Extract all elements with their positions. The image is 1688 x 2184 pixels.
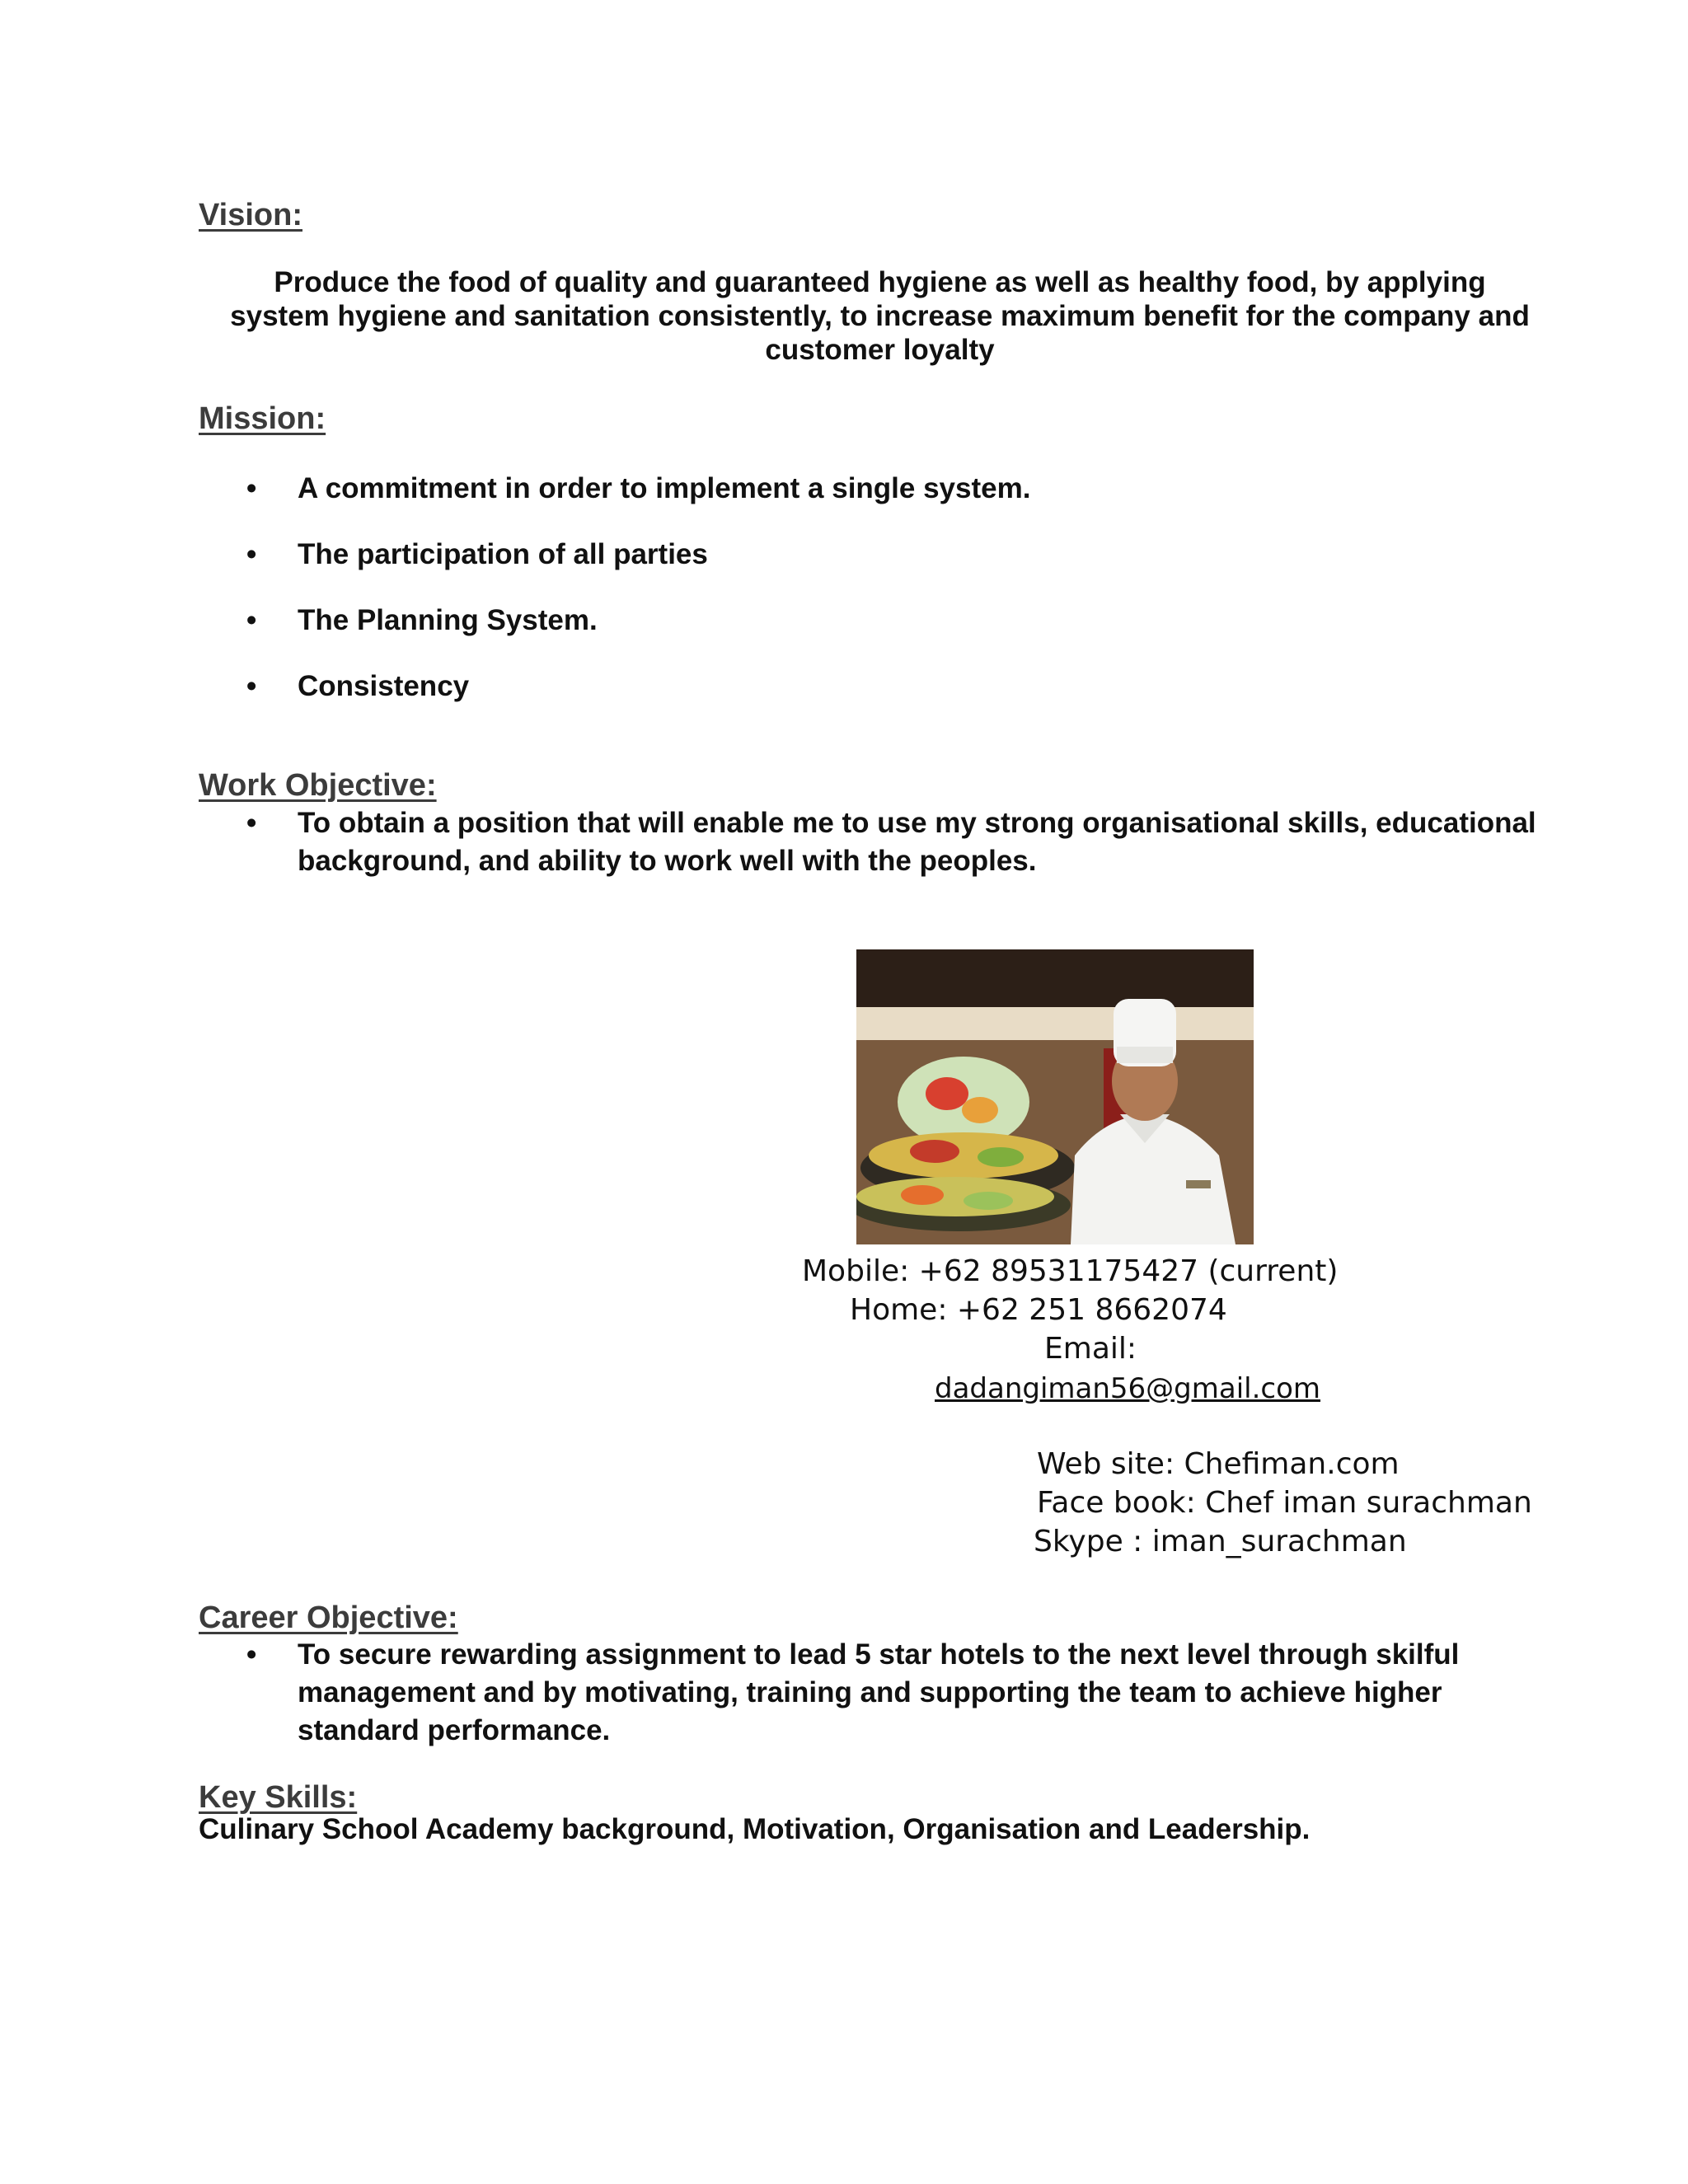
list-item xyxy=(199,603,1567,669)
mission-item-text: The Planning System. xyxy=(298,604,598,636)
mobile-text: Mobile: +62 89531175427 (current) xyxy=(802,1254,1339,1288)
bullet-icon: • xyxy=(246,538,257,570)
bullet-icon: • xyxy=(246,472,257,504)
email-label: Email: xyxy=(1044,1332,1137,1366)
vision-text: Produce the food of quality and guaranteed hygiene as well as healthy food, by applying system hygiene and sanitation consistently, to increase maximum benefit for the company and customer loyalty xyxy=(230,266,1530,366)
list-item xyxy=(199,1636,1567,1750)
career-objective-text: To secure rewarding assignment to lead 5 star hotels to the next level through skilful management and by motivating, training and supporting the team to achieve higher standard performance. xyxy=(298,1638,1460,1746)
chef-photo xyxy=(856,949,1254,1244)
key-skills-heading: Key Skills: xyxy=(199,1780,358,1815)
career-objective-heading: Career Objective: xyxy=(199,1601,458,1635)
career-objective-list xyxy=(199,1636,1567,1750)
vision-heading: Vision: xyxy=(199,198,302,232)
mission-item-text: Consistency xyxy=(298,670,470,702)
skype-text: Skype : iman_surachman xyxy=(1034,1525,1407,1558)
list-item xyxy=(199,471,1567,537)
list-item xyxy=(199,669,1567,735)
home-phone-text: Home: +62 251 8662074 xyxy=(850,1293,1227,1327)
work-objective-list xyxy=(199,804,1567,880)
list-item xyxy=(199,537,1567,603)
facebook-text: Face book: Chef iman surachman xyxy=(1037,1486,1532,1520)
bullet-icon: • xyxy=(246,604,257,636)
email-link[interactable]: dadangiman56@gmail.com xyxy=(935,1372,1321,1405)
mission-heading: Mission: xyxy=(199,401,326,436)
mission-item-text: A commitment in order to implement a single system. xyxy=(298,472,1031,504)
key-skills-text: Culinary School Academy background, Motivation, Organisation and Leadership. xyxy=(199,1813,1311,1845)
chef-portrait-photo-icon xyxy=(856,949,1254,1244)
bullet-icon: • xyxy=(246,670,257,702)
mission-item-text: The participation of all parties xyxy=(298,538,708,570)
work-objective-text: To obtain a position that will enable me to use my strong organisational skills, educational background, and ability to work well with the peoples. xyxy=(298,807,1536,877)
bullet-icon: • xyxy=(246,807,257,839)
mission-list xyxy=(199,471,1567,735)
work-objective-heading: Work Objective: xyxy=(199,768,437,803)
website-text: Web site: Chefiman.com xyxy=(1037,1447,1400,1481)
bullet-icon: • xyxy=(246,1638,257,1671)
list-item xyxy=(199,804,1567,880)
